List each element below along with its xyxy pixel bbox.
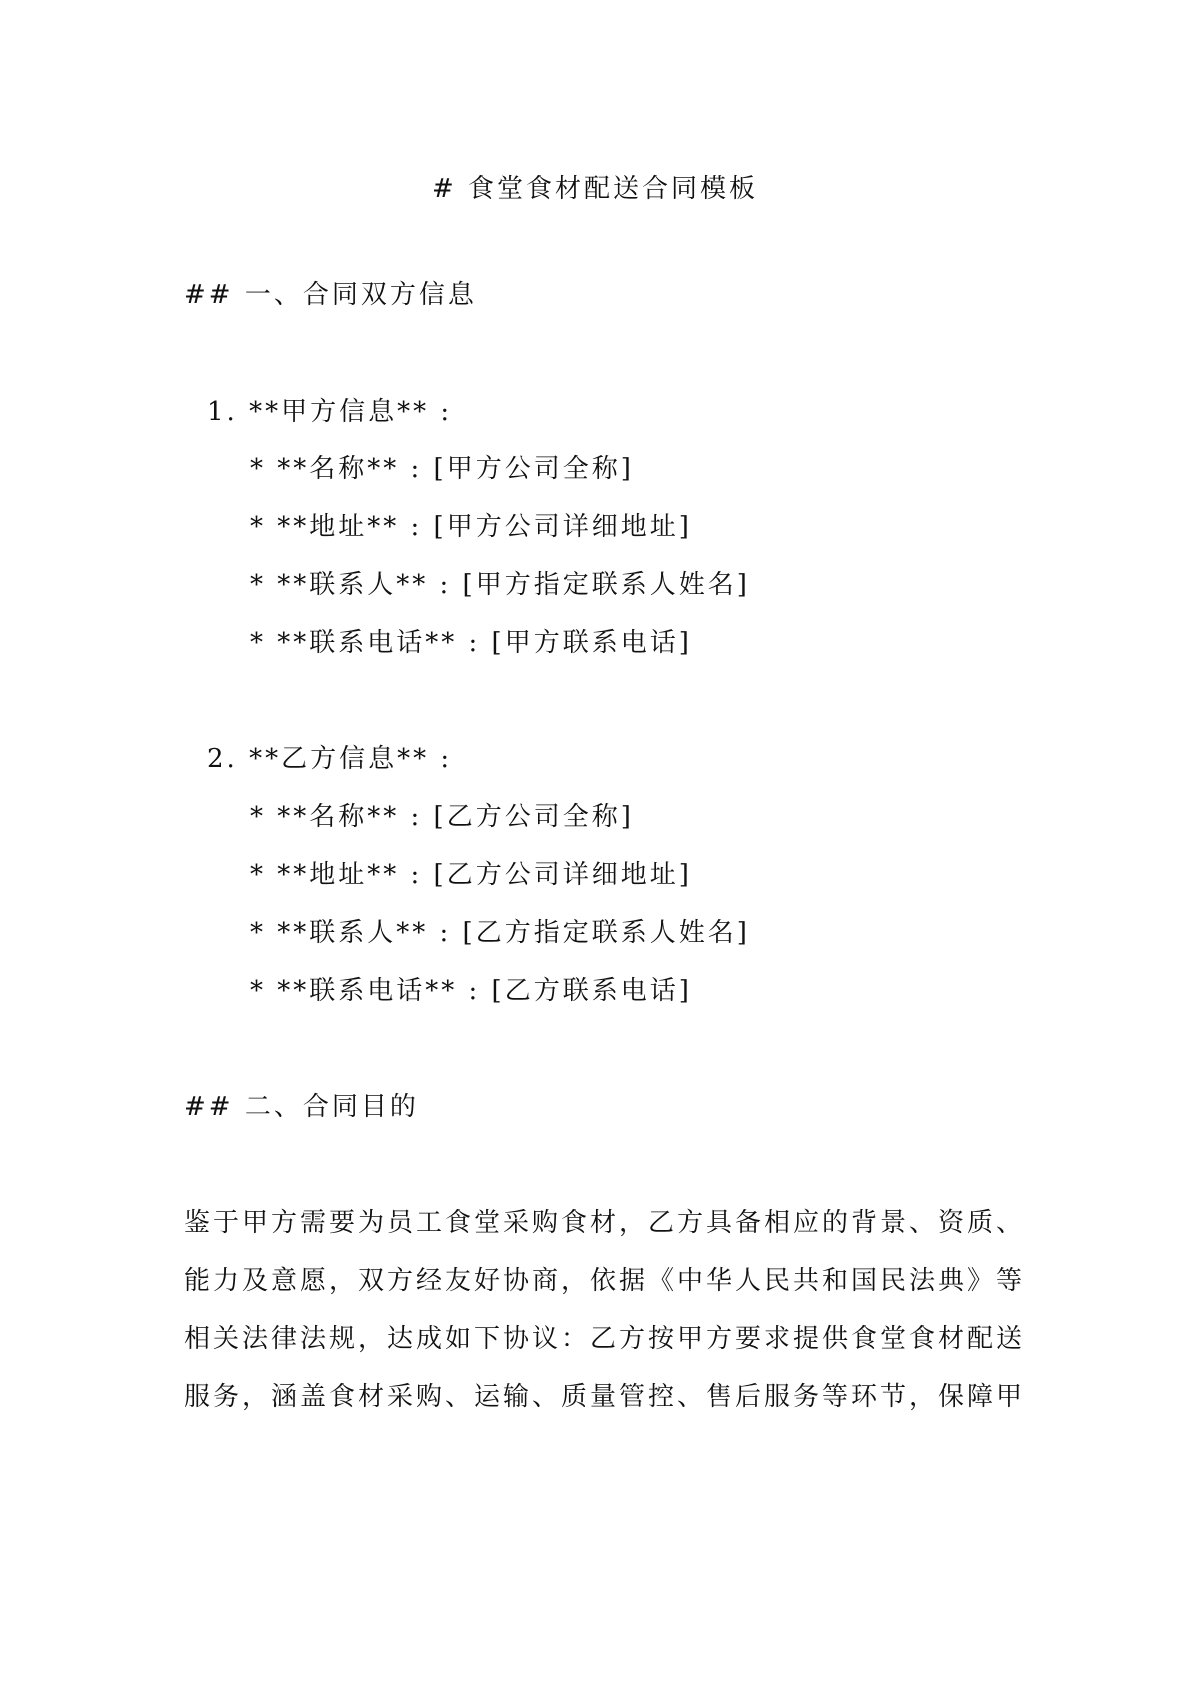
party-a-name: * **名称** : [甲方公司全称] bbox=[250, 454, 634, 484]
purpose-paragraph-line: 鉴于甲方需要为员工食堂采购食材，乙方具备相应的背景、资质、 bbox=[184, 1208, 1026, 1238]
party-b-address: * **地址** : [乙方公司详细地址] bbox=[250, 860, 692, 890]
section-heading-parties: ## 一、合同双方信息 bbox=[184, 280, 477, 310]
party-b-label: 2. **乙方信息** : bbox=[207, 744, 453, 774]
party-b-contact: * **联系人** : [乙方指定联系人姓名] bbox=[250, 918, 750, 948]
party-a-phone: * **联系电话** : [甲方联系电话] bbox=[250, 628, 692, 658]
party-a-label: 1. **甲方信息** : bbox=[207, 397, 453, 427]
document-title: # 食堂食材配送合同模板 bbox=[431, 174, 759, 204]
party-a-address: * **地址** : [甲方公司详细地址] bbox=[250, 512, 692, 542]
purpose-paragraph-line: 能力及意愿，双方经友好协商，依据《中华人民共和国民法典》等 bbox=[184, 1266, 1026, 1296]
purpose-paragraph-line: 相关法律法规，达成如下协议：乙方按甲方要求提供食堂食材配送 bbox=[184, 1324, 1026, 1354]
section-heading-purpose: ## 二、合同目的 bbox=[184, 1092, 419, 1122]
purpose-paragraph-line: 服务，涵盖食材采购、运输、质量管控、售后服务等环节，保障甲 bbox=[184, 1382, 1026, 1412]
party-b-phone: * **联系电话** : [乙方联系电话] bbox=[250, 976, 692, 1006]
party-b-name: * **名称** : [乙方公司全称] bbox=[250, 802, 634, 832]
party-a-contact: * **联系人** : [甲方指定联系人姓名] bbox=[250, 570, 750, 600]
